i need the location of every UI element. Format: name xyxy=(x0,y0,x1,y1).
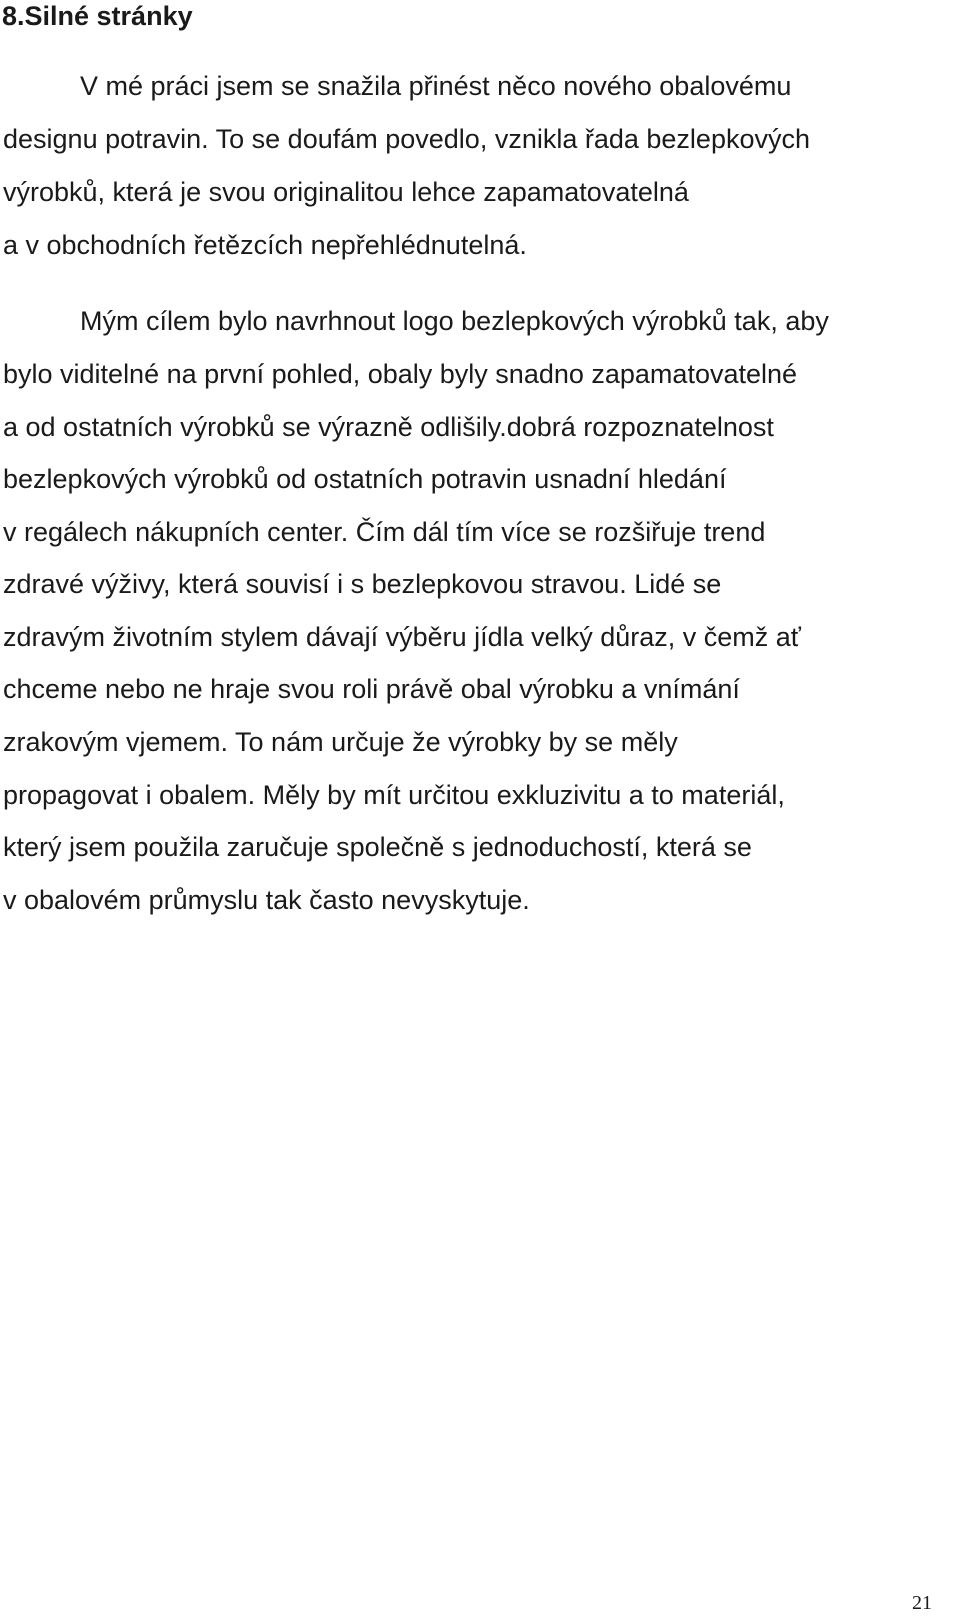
paragraph1-line-3: výrobků, která je svou originalitou lehce zapamatovatelná xyxy=(3,177,689,207)
paragraph1-line-1: V mé práci jsem se snažila přinést něco nového obalovému xyxy=(80,71,792,101)
paragraph2-line-4: bezlepkových výrobků od ostatních potravin usnadní hledání xyxy=(3,464,727,494)
paragraph2-line-1: Mým cílem bylo navrhnout logo bezlepkových výrobků tak, aby xyxy=(80,306,829,336)
paragraph2-line-2: bylo viditelné na první pohled, obaly byly snadno zapamatovatelné xyxy=(3,359,798,389)
page-number: 21 xyxy=(912,1592,932,1614)
paragraph2-line-5: v regálech nákupních center. Čím dál tím více se rozšiřuje trend xyxy=(3,517,766,547)
paragraph2-line-11: který jsem použila zaručuje společně s jednoduchostí, která se xyxy=(3,832,752,862)
section-heading: 8.Silné stránky xyxy=(2,1,193,31)
paragraph2-line-12: v obalovém průmyslu tak často nevyskytuje. xyxy=(3,885,530,915)
paragraph2-line-7: zdravým životním stylem dávají výběru jídla velký důraz, v čemž ať xyxy=(3,622,801,652)
paragraph2-line-8: chceme nebo ne hraje svou roli právě obal výrobku a vnímání xyxy=(3,674,740,704)
paragraph2-line-6: zdravé výživy, která souvisí i s bezlepkovou stravou. Lidé se xyxy=(3,569,722,599)
paragraph2-line-3: a od ostatních výrobků se výrazně odlišily.dobrá rozpoznatelnost xyxy=(3,412,774,442)
paragraph1-line-4: a v obchodních řetězcích nepřehlédnutelná. xyxy=(3,230,527,260)
paragraph1-line-2: designu potravin. To se doufám povedlo, vznikla řada bezlepkových xyxy=(3,124,810,154)
paragraph2-line-10: propagovat i obalem. Měly by mít určitou exkluzivitu a to materiál, xyxy=(3,780,785,810)
paragraph2-line-9: zrakovým vjemem. To nám určuje že výrobky by se měly xyxy=(3,727,678,757)
